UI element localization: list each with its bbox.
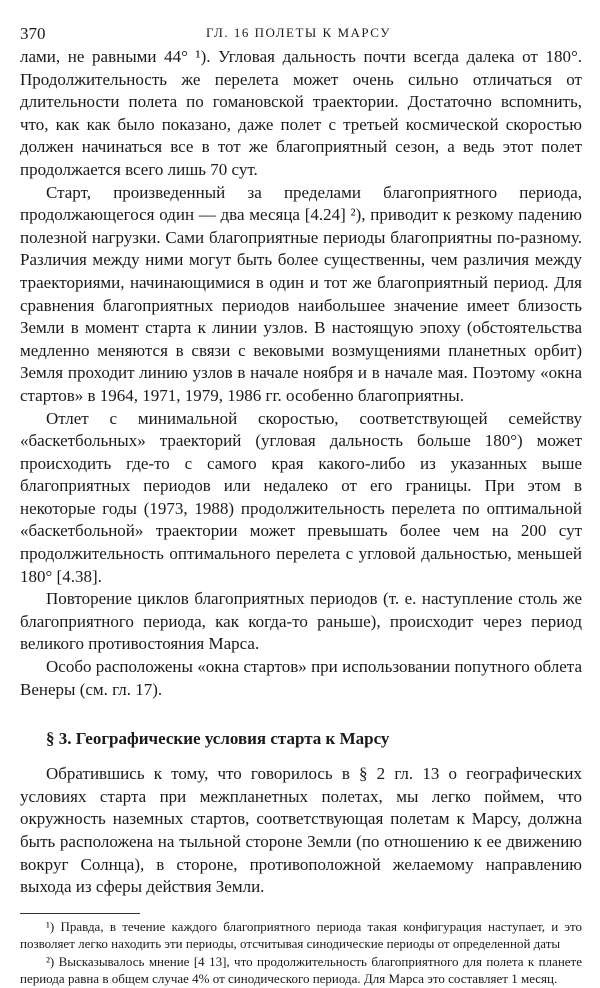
paragraph-5: Особо расположены «окна стартов» при использовании попутного облета Венеры (см. гл. 17). xyxy=(20,657,582,699)
paragraph-2: Старт, произведенный за пределами благоприятного периода, продолжающегося один — два месяца [4.24] ²), приводит к резкому падению полезной нагрузки. Сами благоприятные периоды благоприятны по-разному. Различия между ними могут быть более существенны, чем различия между траекториями, начинающимися в один и тот же благоприятный период. Для сравнения благоприятных периодов наибольшее значение имеет близость Земли в момент старта к линии узлов. В настоящую эпоху (обстоятельства медленно меняются в связи с вековыми возмущениями планетных орбит) Земля проходит линию узлов в начале ноября и в начале мая. Поэтому «окна стартов» в 1964, 1971, 1979, 1986 гг. особенно благоприятны. xyxy=(20,182,582,405)
paragraph-4: Повторение циклов благоприятных периодов (т. е. наступление столь же благоприятного периода, как когда-то раньше), происходит через период великого противостояния Марса. xyxy=(20,589,582,654)
section-paragraph: Обратившись к тому, что говорилось в § 2 гл. 13 о географических условиях старта при межпланетных полетах, мы легко поймем, что окружность наземных стартов, соответствующая полетам к Марсу, должна быть расположена на тыльной стороне Земли (по отношению к ее движению вокруг Солнца), в стороне, противоположной желаемому направлению выхода из сферы действия Земли. xyxy=(20,764,582,897)
running-head xyxy=(20,16,582,46)
footnotes xyxy=(20,918,582,988)
page-number: 370 xyxy=(20,24,46,43)
footnote-1: ¹) Правда, в течение каждого благоприятного периода такая конфигурация наступает, и это позволяет легко находить эти периоды, отсчитывая синодические периоды от определенной даты xyxy=(20,918,582,952)
paragraph-3: Отлет с минимальной скоростью, соответствующей семейству «баскетбольных» траекторий (угловая дальность больше 180°) может происходить где-то с самого края какого-либо из указанных выше благоприятных периодов или недалеко от его границы. При этом в некоторые годы (1973, 1988) продолжительность перелета по оптимальной «баскетбольной» траектории может превышать более чем на 200 сут продолжительность оптимального перелета с угловой дальностью, меньшей 180° [4.38]. xyxy=(20,408,582,586)
body-text xyxy=(20,46,582,899)
paragraph-1: лами, не равными 44° ¹). Угловая дальность почти всегда далека от 180°. Продолжительность же перелета может очень сильно отличаться от длительности полета по гомановской траектории. Достаточно вспомнить, что, как как было показано, даже полет с третьей космической скоростью должен начинаться все в тот же благоприятный сезон, а ведь этот полет продолжается всего лишь 70 сут. xyxy=(20,47,582,179)
book-page xyxy=(20,16,582,988)
footnote-2: ²) Высказывалось мнение [4 13], что продолжительность благоприятного для полета к планете периода равна в общем случае 4% от синодического периода. Для Марса это составляет 1 месяц. xyxy=(20,953,582,987)
footnote-divider xyxy=(20,913,140,914)
chapter-title: ГЛ. 16 ПОЛЕТЫ К МАРСУ xyxy=(206,25,391,40)
section-heading: § 3. Географические условия старта к Марсу xyxy=(46,729,390,749)
